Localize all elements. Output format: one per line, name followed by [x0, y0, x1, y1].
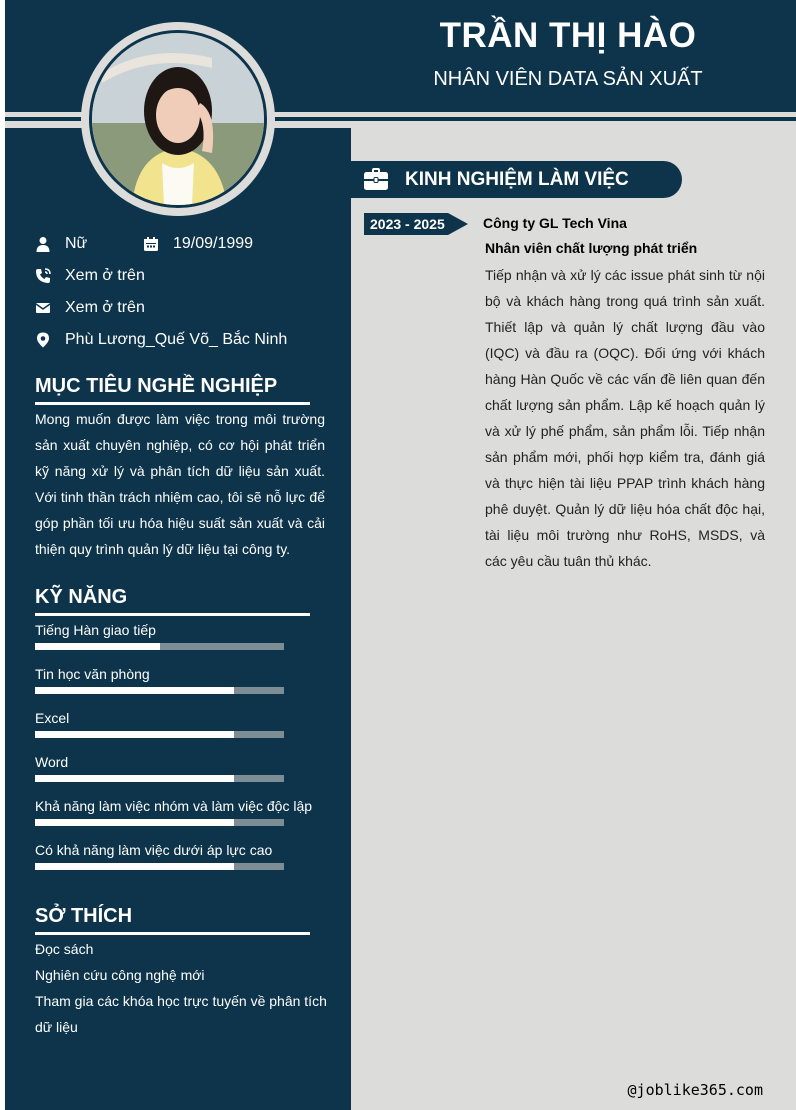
hobby-item: Tham gia các khóa học trực tuyến về phân tích dữ liệu — [35, 993, 327, 1035]
hobby-item: Đọc sách — [35, 941, 94, 957]
email-text: Xem ở trên — [65, 299, 145, 316]
phone-icon — [35, 268, 51, 284]
skill-bar-fill — [35, 775, 234, 782]
phone-text: Xem ở trên — [65, 267, 145, 284]
calendar-icon — [143, 236, 159, 252]
skill-bar-fill — [35, 687, 234, 694]
birthday-text: 19/09/1999 — [173, 235, 254, 252]
skill-label: Excel — [35, 710, 70, 726]
hobbies-underline — [35, 932, 310, 935]
experience-company: Công ty GL Tech Vina — [483, 215, 627, 231]
footer-watermark: @joblike365.com — [627, 1081, 763, 1099]
objective-text: Mong muốn được làm việc trong môi trường sản xuất chuyên nghiệp, có cơ hội phát triển kỹ năng xử lý và phân tích dữ liệu sản xuất. Với tinh thần trách nhiệm cao, tôi sẽ nỗ lực để góp phần tối ưu hóa hiệu suất sản xuất và cải thiện quy trình quản lý dữ liệu tại công ty. — [35, 411, 325, 557]
avatar-photo — [92, 33, 264, 205]
skill-bar-fill — [35, 863, 234, 870]
skill-bar — [35, 819, 284, 826]
skills-underline — [35, 613, 310, 616]
skill-label: Word — [35, 754, 69, 770]
address-text: Phù Lương_Quế Võ_ Bắc Ninh — [65, 331, 288, 348]
experience-period: 2023 - 2025 — [370, 216, 445, 232]
skill-bar-fill — [35, 643, 160, 650]
skills-heading: KỸ NĂNG — [35, 586, 128, 608]
skill-label: Tiếng Hàn giao tiếp — [35, 622, 156, 638]
briefcase-icon — [363, 167, 389, 191]
envelope-icon — [35, 300, 51, 316]
skill-bar-fill — [35, 731, 234, 738]
skill-label: Tin học văn phòng — [35, 666, 150, 682]
skill-bar — [35, 687, 284, 694]
experience-position: Nhân viên chất lượng phát triển — [485, 240, 698, 256]
phone-row — [35, 267, 145, 285]
experience-heading: KINH NGHIỆM LÀM VIỆC — [405, 169, 629, 190]
candidate-name: TRẦN THỊ HÀO — [439, 16, 697, 55]
gender-text: Nữ — [65, 235, 88, 252]
skill-bar — [35, 863, 284, 870]
address-row — [35, 331, 287, 349]
candidate-job-title: NHÂN VIÊN DATA SẢN XUẤT — [433, 68, 703, 90]
hobbies-heading: SỞ THÍCH — [35, 905, 133, 927]
gender-row — [35, 235, 87, 253]
skill-bar — [35, 775, 284, 782]
avatar — [89, 30, 267, 208]
hobby-item: Nghiên cứu công nghệ mới — [35, 967, 205, 983]
skill-label: Khả năng làm việc nhóm và làm việc độc lập — [35, 798, 313, 814]
user-icon — [35, 236, 51, 252]
objective-heading: MỤC TIÊU NGHỀ NGHIỆP — [35, 375, 278, 397]
skill-bar — [35, 643, 284, 650]
skill-bar-fill — [35, 819, 234, 826]
objective-underline — [35, 402, 310, 405]
experience-description: Tiếp nhận và xử lý các issue phát sinh từ nội bộ và khách hàng trong quá trình sản xuất. Thiết lập và quản lý chất lượng đầu vào (IQC) và đầu ra (OQC). Đối ứng với khách hàng Hàn Quốc về các vấn đề liên quan đến chất lượng sản phẩm. Lập kế hoạch quản lý và xử lý phế phẩm, sản phẩm lỗi. Tiếp nhận sản phẩm mới, phối hợp kiểm tra, đánh giá và thực hiện tài liệu PPAP trình khách hàng phê duyệt. Quản lý dữ liệu hóa chất độc hại, tài liệu môi trường như RoHS, MSDS, và các yêu cầu tuân thủ khác. — [485, 267, 765, 569]
email-row — [35, 299, 145, 317]
skill-label: Có khả năng làm việc dưới áp lực cao — [35, 842, 273, 858]
birthday-row — [143, 235, 253, 253]
skill-bar — [35, 731, 284, 738]
map-pin-icon — [35, 332, 51, 348]
